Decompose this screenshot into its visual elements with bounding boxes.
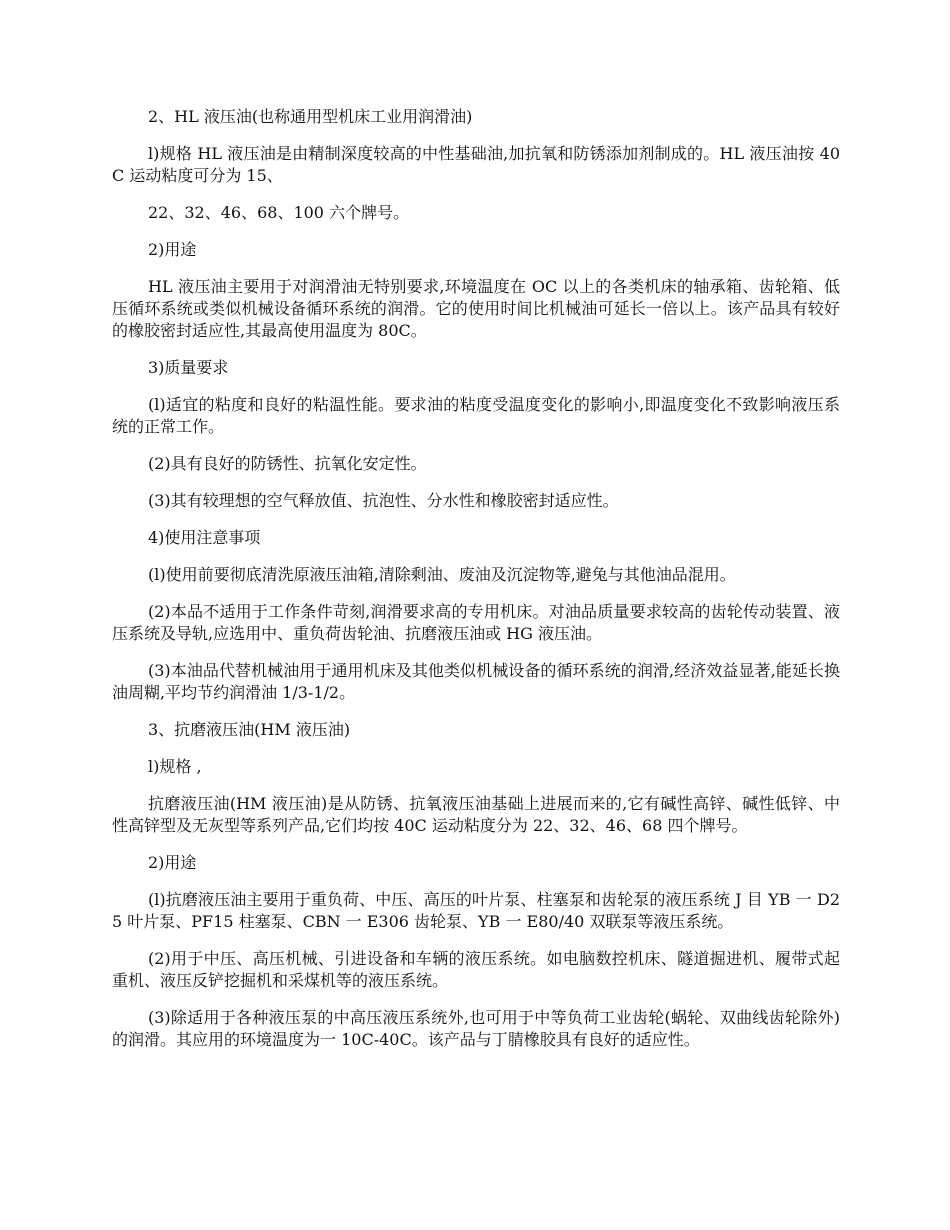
paragraph-hm-usage-2: (2)用于中压、高压机械、引进设备和车辆的液压系统。如电脑数控机床、隧道掘进机、履带式起重机、液压反铲挖掘机和采煤机等的液压系统。 (112, 949, 840, 990)
paragraph-quality-1: (l)适宜的粘度和良好的粘温性能。要求油的粘度受温度变化的影响小,即温度变化不致影响液压系统的正常工作。 (112, 395, 840, 436)
section-heading-hl-oil: 2、HL 液压油(也称通用型机床工业用润滑油) (148, 107, 473, 126)
paragraph-hl-spec: l)规格 HL 液压油是由精制深度较高的中性基础油,加抗氧和防锈添加剂制成的。HL 液压油按 40C 运动粘度可分为 15、 (112, 144, 840, 185)
paragraph-hm-spec: 抗磨液压油(HM 液压油)是从防锈、抗氧液压油基础上进展而来的,它有碱性高锌、碱性低锌、中性高锌型及无灰型等系列产品,它们均按 40C 运动粘度分为 22、32、46、68 四个牌号。 (112, 794, 840, 835)
paragraph-precaution-1: (l)使用前要彻底清洗原液压油箱,清除剩油、废油及沉淀物等,避兔与其他油品混用。 (148, 565, 736, 584)
paragraph-hm-usage-3: (3)除适用于各种液压泵的中高压液压系统外,也可用于中等负荷工业齿轮(蜗轮、双曲线齿轮除外)的润滑。其应用的环境温度为一 10C-40C。该产品与丁腈橡胶具有良好的适应性。 (112, 1008, 840, 1049)
subheading-usage: 2)用途 (148, 240, 197, 259)
paragraph-hm-usage-1: (l)抗磨液压油主要用于重负荷、中压、高压的叶片泵、柱塞泵和齿轮泵的液压系统 J 目 YB 一 D25 叶片泵、PF15 柱塞泵、CBN 一 E306 齿轮泵、YB 一 E80/40 双联泵等液压系统。 (112, 890, 840, 931)
paragraph-precaution-3: (3)本油品代替机械油用于通用机床及其他类似机械设备的循环系统的润滑,经济效益显著,能延长换油周糊,平均节约润滑油 1/3-1/2。 (112, 661, 840, 702)
section-heading-hm-oil: 3、抗磨液压油(HM 液压油) (148, 720, 351, 739)
subheading-hm-usage: 2)用途 (148, 853, 197, 872)
paragraph-quality-3: (3)其有较理想的空气释放值、抗泡性、分水性和橡胶密封适应性。 (148, 491, 619, 510)
document-page (112, 106, 840, 1066)
paragraph-hl-usage: HL 液压油主要用于对润滑油无特别要求,环境温度在 OC 以上的各类机床的轴承箱、齿轮箱、低压循环系统或类似机械设备循环系统的润滑。它的使用时间比机械油可延长一倍以上。该产品具有较好的橡胶密封适应性,其最高使用温度为 80C。 (112, 277, 840, 340)
subheading-precautions: 4)使用注意事项 (148, 528, 261, 547)
subheading-quality: 3)质量要求 (148, 358, 229, 377)
paragraph-precaution-2: (2)本品不适用于工作条件苛刻,润滑要求高的专用机床。对油品质量要求较高的齿轮传动装置、液压系统及导轨,应选用中、重负荷齿轮油、抗磨液压油或 HG 液压油。 (112, 602, 840, 643)
subheading-hm-spec: l)规格 , (148, 757, 202, 776)
paragraph-quality-2: (2)具有良好的防锈性、抗氧化安定性。 (148, 454, 427, 473)
paragraph-hl-grades: 22、32、46、68、100 六个牌号。 (148, 203, 410, 222)
